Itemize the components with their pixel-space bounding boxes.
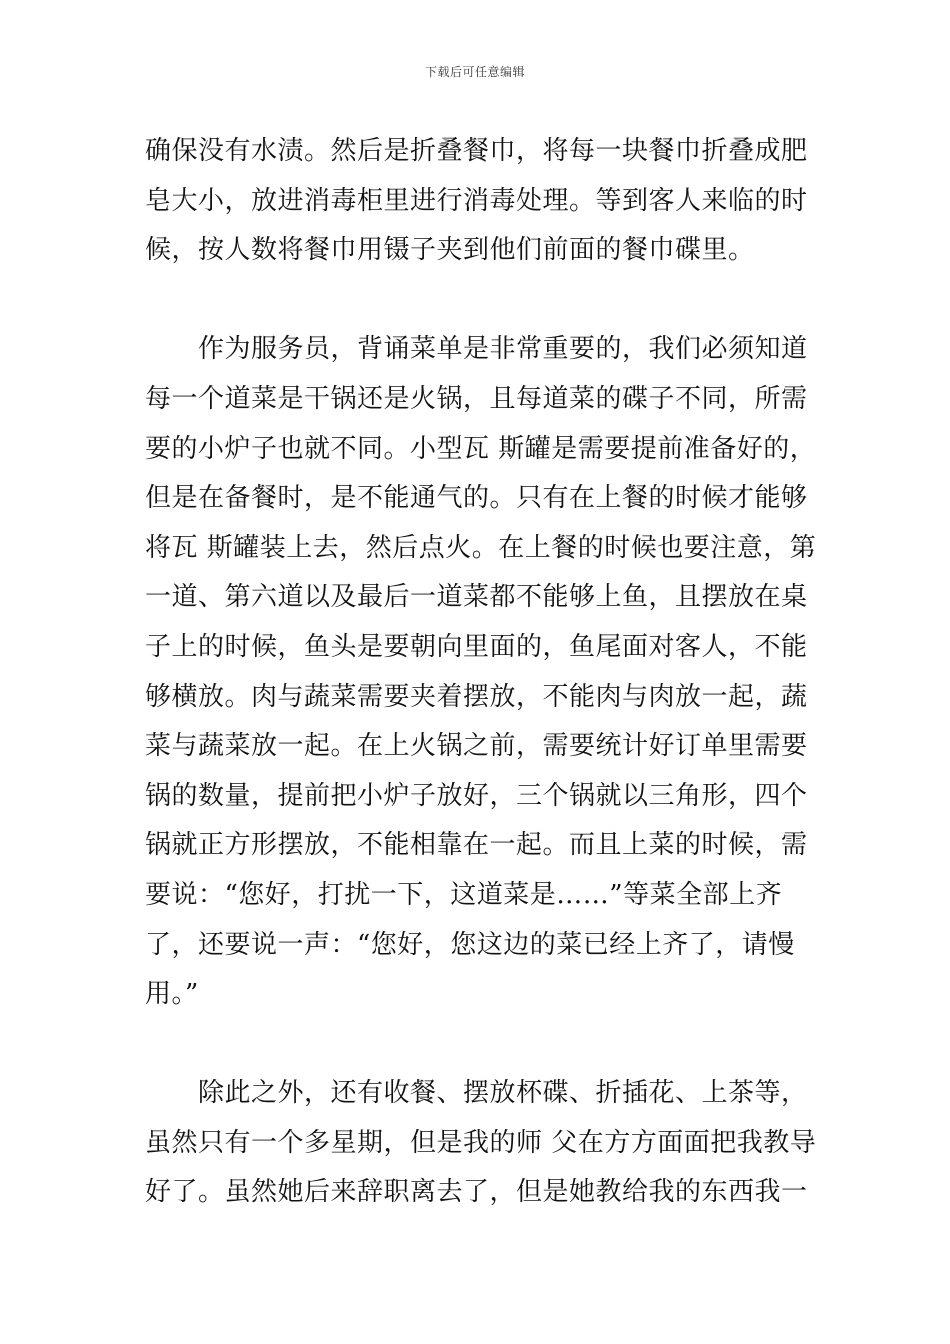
text-line: 菜与蔬菜放一起。在上火锅之前，需要统计好订单里需要 <box>145 731 808 762</box>
text-line: 了，还要说一声：“您好，您这边的菜已经上齐了，请慢 <box>145 929 795 960</box>
paragraph <box>145 1069 815 1218</box>
document-body <box>145 127 815 1218</box>
paragraph-gap <box>145 276 815 326</box>
text-line: 除此之外，还有收餐、摆放杯碟、折插花、上茶等， <box>198 1078 808 1109</box>
text-line: 好了。虽然她后来辞职离去了，但是她教给我的东西我一 <box>145 1177 808 1208</box>
text-line: 但是在备餐时，是不能通气的。只有在上餐的时候才能够 <box>145 483 808 514</box>
text-line: 锅的数量，提前把小炉子放好，三个锅就以三角形，四个 <box>145 780 808 811</box>
text-line: 确保没有水渍。然后是折叠餐巾，将每一块餐巾折叠成肥 <box>145 136 808 166</box>
paragraph-gap <box>145 1020 815 1070</box>
text-line: 子上的时候，鱼头是要朝向里面的，鱼尾面对客人，不能 <box>145 631 808 662</box>
paragraph <box>145 325 815 1019</box>
text-line: 虽然只有一个多星期，但是我的师 父在方方面面把我教导 <box>145 1127 817 1158</box>
text-line: 皂大小，放进消毒柜里进行消毒处理。等到客人来临的时 <box>145 185 808 216</box>
text-line: 作为服务员，背诵菜单是非常重要的，我们必须知道 <box>198 334 808 365</box>
text-line: 要说：“您好，打扰一下，这道菜是……”等菜全部上齐 <box>145 879 783 910</box>
text-line: 候，按人数将餐巾用镊子夹到他们前面的餐巾碟里。 <box>145 235 755 266</box>
text-line: 够横放。肉与蔬菜需要夹着摆放，不能肉与肉放一起，蔬 <box>145 681 808 712</box>
paragraph <box>145 127 815 276</box>
text-line: 要的小炉子也就不同。小型瓦 斯罐是需要提前准备好的， <box>145 433 817 464</box>
text-line: 用。” <box>145 979 199 1010</box>
text-line: 锅就正方形摆放，不能相靠在一起。而且上菜的时候，需 <box>145 830 808 861</box>
text-line: 一道、第六道以及最后一道菜都不能够上鱼，且摆放在桌 <box>145 582 808 613</box>
text-line: 将瓦 斯罐装上去，然后点火。在上餐的时候也要注意，第 <box>145 532 817 563</box>
header-note: 下载后可任意编辑 <box>424 65 525 79</box>
text-line: 每一个道菜是干锅还是火锅，且每道菜的碟子不同，所需 <box>145 383 808 414</box>
